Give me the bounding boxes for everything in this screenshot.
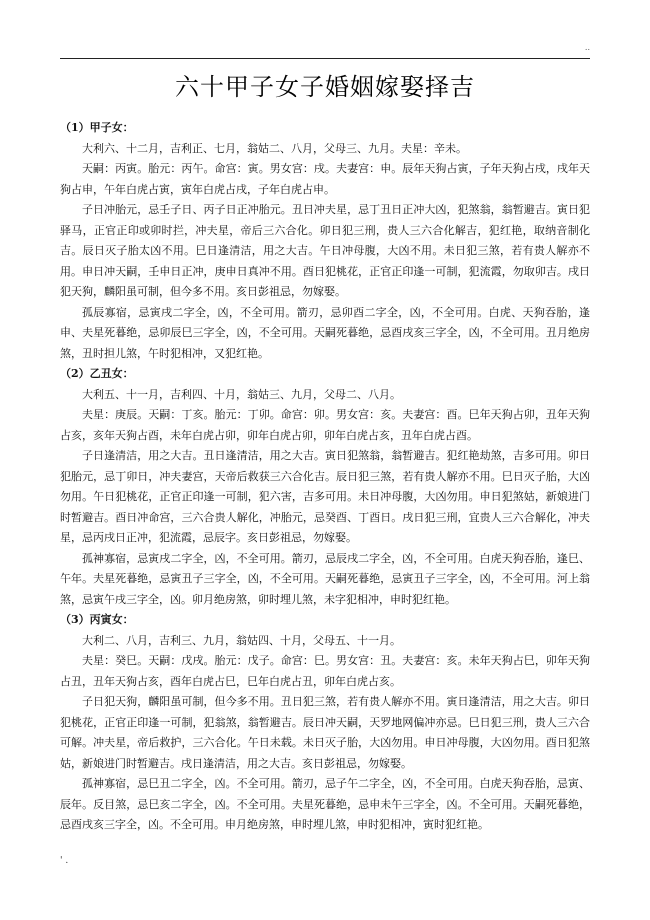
footer-mark: ' . (60, 856, 69, 866)
paragraph: 夫星：癸巳。天嗣：戊戌。胎元：戊子。命宫：巳。男女宫：丑。夫妻宫：亥。未年天狗占巳，卯年天狗占丑，丑年天狗占亥，酉年白虎占巳，巳年白虎占丑，卯年白虎占亥。 (60, 654, 590, 688)
paragraph: 大利六、十二月，吉利正、七月，翁姑二、八月，父母三、九月。夫星：辛未。 (82, 141, 467, 155)
paragraph: 孤辰寡宿，忌寅戌二字全，凶，不全可用。箭刃，忌卯酉二字全，凶，不全可用。白虎、天狗吞胎，逢申、夫星死暮绝，忌卯辰巳三字全，凶，不全可用。天嗣死暮绝，忌酉戌亥三字全，凶，不全可用。丑月绝房煞，丑时担儿煞，午时犯相冲，又犯红艳。 (60, 305, 590, 360)
paragraph: 子日逢清洁，用之大吉。丑日逢清洁，用之大吉。寅日犯煞翁，翁暂避吉。犯红艳劫煞，吉多可用。卯日犯胎元，忌丁卯日，冲夫妻宫，天帝后救获三六合化吉。辰日犯三煞，若有贵人解亦不用。巳日灭子胎，大凶勿用。午日犯桃花，正官正印逢一可制，犯六害，吉多可用。未日冲母腹，大凶勿用。申日犯煞姑，新娘进门时暂避吉。酉日冲命宫，三六合贵人解化，冲胎元，忌癸酉、丁酉日。戌日犯三刑，宜贵人三六合解化，冲夫星，忌丙戌日正冲，犯流霞，忌辰字。亥日彭祖忌，勿嫁娶。 (60, 449, 590, 544)
paragraph: 大利二、八月，吉利三、九月，翁姑四、十月，父母五、十一月。 (82, 633, 401, 647)
paragraph: 天嗣：丙寅。胎元：丙午。命宫：寅。男女宫：戌。夫妻宫：申。辰年天狗占寅，子年天狗占戌，戌年天狗占申，午年白虎占寅，寅年白虎占戌，子年白虎占申。 (60, 162, 590, 196)
paragraph: 孤神寡宿，忌寅戌二字全，凶，不全可用。箭刃，忌辰戌二字全，凶，不全可用。白虎天狗吞胎，逢巳、午年。夫星死暮绝，忌寅丑子三字全，凶，不全可用。天嗣死暮绝，忌寅丑子三字全，凶，不全可用。河上翁煞，忌寅午戌三字全，凶。卯月绝房煞，卯时埋儿煞，未字犯相冲，申时犯红艳。 (60, 551, 590, 606)
header-corner-mark: .. (584, 43, 590, 52)
section-heading: （1）甲子女： (60, 121, 134, 134)
paragraph: 子日冲胎元，忌壬子日、丙子日正冲胎元。丑日冲夫星，忌丁丑日正冲大凶，犯煞翁，翁暂避吉。寅日犯驿马，正官正印或卯时拦，冲夫星，帝后三六合化。卯日犯三刑，贵人三六合化解吉，犯红艳，取纳音制化吉。辰日灭子胎太凶不用。巳日逢清洁，用之大吉。午日冲母腹，大凶不用。未日犯三煞，若有贵人解亦不用。申日冲天嗣，壬申日正冲，庚申日真冲不用。酉日犯桃花，正官正印逢一可制，犯流霞，勿取卯吉。戌日犯天狗，麟阳虽可制，但今多不用。亥日彭祖忌，勿嫁娶。 (60, 203, 590, 298)
paragraph: 夫星：庚辰。天嗣：丁亥。胎元：丁卯。命宫：卯。男女宫：亥。夫妻宫：酉。巳年天狗占卯，丑年天狗占亥，亥年天狗占酉，未年白虎占卯，卯年白虎占卯，卯年白虎占亥，丑年白虎占酉。 (60, 408, 590, 442)
paragraph: 孤神寡宿，忌巳丑二字全，凶。不全可用。箭刃，忌子午二字全，凶，不全可用。白虎天狗吞胎，忌寅、辰年。反目煞，忌巳亥二字全，凶。不全可用。夫星死暮绝，忌申未午三字全，凶。不全可用。天嗣死暮绝，忌酉戌亥三字全，凶。不全可用。申月绝房煞，申时埋儿煞，申时犯相冲，寅时犯红艳。 (60, 777, 590, 831)
section-jiazi (60, 118, 590, 364)
section-yichou (60, 364, 590, 610)
header-rule (60, 58, 590, 59)
page-title: 六十甲子女子婚姻嫁娶择吉 (175, 73, 475, 101)
section-heading: （2）乙丑女： (60, 367, 134, 380)
section-bingyin (60, 610, 590, 836)
paragraph: 子日犯天狗，麟阳虽可制，但今多不用。丑日犯三煞，若有贵人解亦不用。寅日逢清洁，用之大吉。卯日犯桃花，正官正印逢一可制，犯翁煞，翁暂避吉。辰日冲天嗣，天罗地网偏冲亦忌。巳日犯三刑，贵人三六合可解。冲夫星，帝后救护，三六合化。午日未载。未日灭子胎，大凶勿用。申日冲母腹，大凶勿用。酉日犯煞姑，新娘进门时暂避吉。戌日逢清洁，用之大吉。亥日彭祖忌，勿嫁娶。 (60, 695, 590, 770)
paragraph: 大利五、十一月，吉利四、十月，翁姑三、九月，父母二、八月。 (82, 387, 401, 401)
section-heading: （3）丙寅女： (60, 613, 134, 626)
document-body (60, 118, 590, 836)
